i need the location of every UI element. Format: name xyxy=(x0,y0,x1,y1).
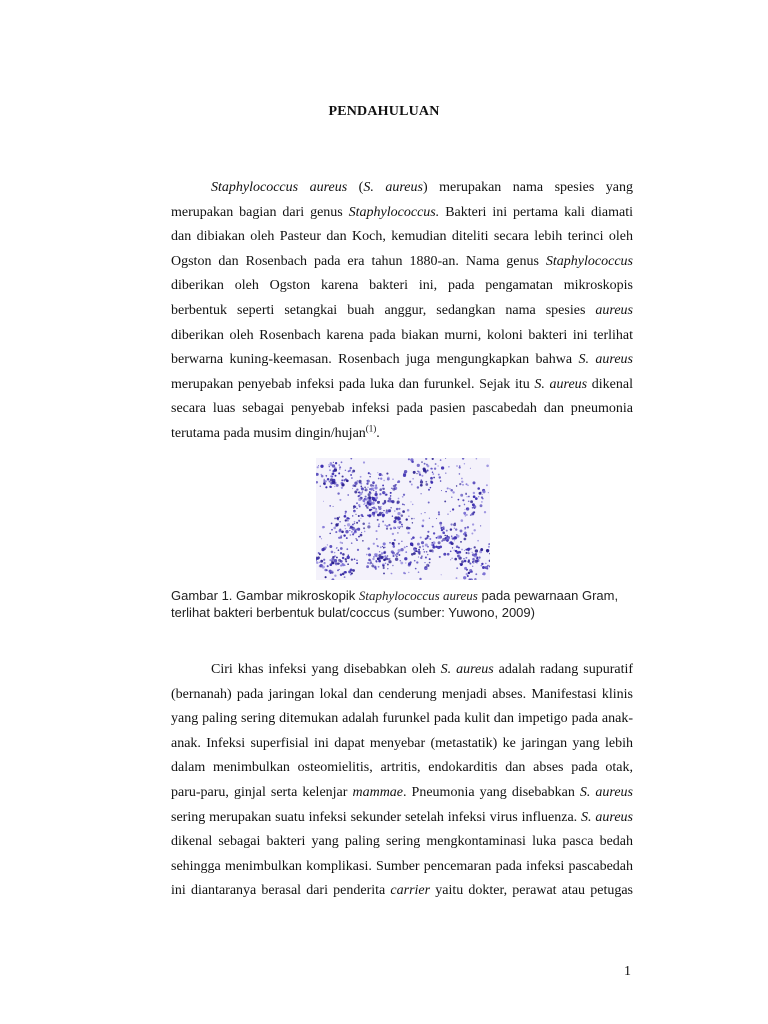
page-number: 1 xyxy=(624,964,631,979)
text-line: dan dibiakan oleh Pasteur dan Koch, kemudian diteliti secara lebih terinci oleh xyxy=(171,229,633,245)
microscopy-image xyxy=(316,458,490,580)
text-line: ini diantaranya berasal dari penderita carrier yaitu dokter, perawat atau petugas xyxy=(171,883,633,899)
text-line: paru-paru, ginjal serta kelenjar mammae. Pneumonia yang disebabkan S. aureus xyxy=(171,784,634,800)
text-line: anak. Infeksi superfisial ini dapat menyebar (metastatik) ke jaringan yang lebih xyxy=(171,735,633,751)
text-line: merupakan bagian dari genus Staphylococcus. Bakteri ini pertama kali diamati xyxy=(171,204,633,220)
paragraph-intro xyxy=(171,176,633,447)
paragraph-clinical xyxy=(171,658,633,904)
text-line: sehingga menimbulkan komplikasi. Sumber pencemaran pada infeksi pascabedah xyxy=(171,858,633,874)
text-line: yang paling sering ditemukan adalah furunkel pada kulit dan impetigo pada anak- xyxy=(171,711,633,727)
text-line: secara luas sebagai penyebab infeksi pada pasien pascabedah dan pneumonia xyxy=(171,401,633,417)
page-title: PENDAHULUAN xyxy=(328,104,440,119)
text-line: (bernanah) pada jaringan lokal dan cenderung menjadi abses. Manifestasi klinis xyxy=(171,686,633,702)
text-line: merupakan penyebab infeksi pada luka dan furunkel. Sejak itu S. aureus dikenal xyxy=(171,376,633,392)
text-line: diberikan oleh Ogston karena bakteri ini, pada pengamatan mikroskopis xyxy=(171,278,633,294)
caption-line-2: terlihat bakteri berbentuk bulat/coccus (sumber: Yuwono, 2009) xyxy=(171,605,535,620)
text-line: berwarna kuning-keemasan. Rosenbach juga mengungkapkan bahwa S. aureus xyxy=(171,352,634,368)
text-line: dalam menimbulkan osteomielitis, artritis, endokarditis dan abses pada otak, xyxy=(171,760,633,776)
text-line: berbentuk seperti setangkai buah anggur, sedangkan nama spesies aureus xyxy=(171,302,633,318)
text-line: terutama pada musim dingin/hujan$^{(1)}$. xyxy=(171,423,380,441)
text-line: Ogston dan Rosenbach pada era tahun 1880-an. Nama genus Staphylococcus xyxy=(171,253,633,269)
text-line: Staphylococcus aureus (S. aureus) merupakan nama spesies yang xyxy=(211,180,633,195)
text-line: sering merupakan suatu infeksi sekunder setelah infeksi virus influenza. S. aureus xyxy=(171,809,633,825)
figure-caption xyxy=(171,587,633,621)
citation-ref: (1) xyxy=(365,423,377,434)
text-line: diberikan oleh Rosenbach karena pada biakan murni, koloni bakteri ini terlihat xyxy=(171,327,633,343)
text-line: dikenal sebagai bakteri yang paling sering mengkontaminasi luka pasca bedah xyxy=(171,834,633,850)
caption-line-1: Gambar 1. Gambar mikroskopik Staphylococcus aureus pada pewarnaan Gram, xyxy=(171,588,619,603)
text-line: Ciri khas infeksi yang disebabkan oleh S. aureus adalah radang supuratif xyxy=(211,662,634,677)
